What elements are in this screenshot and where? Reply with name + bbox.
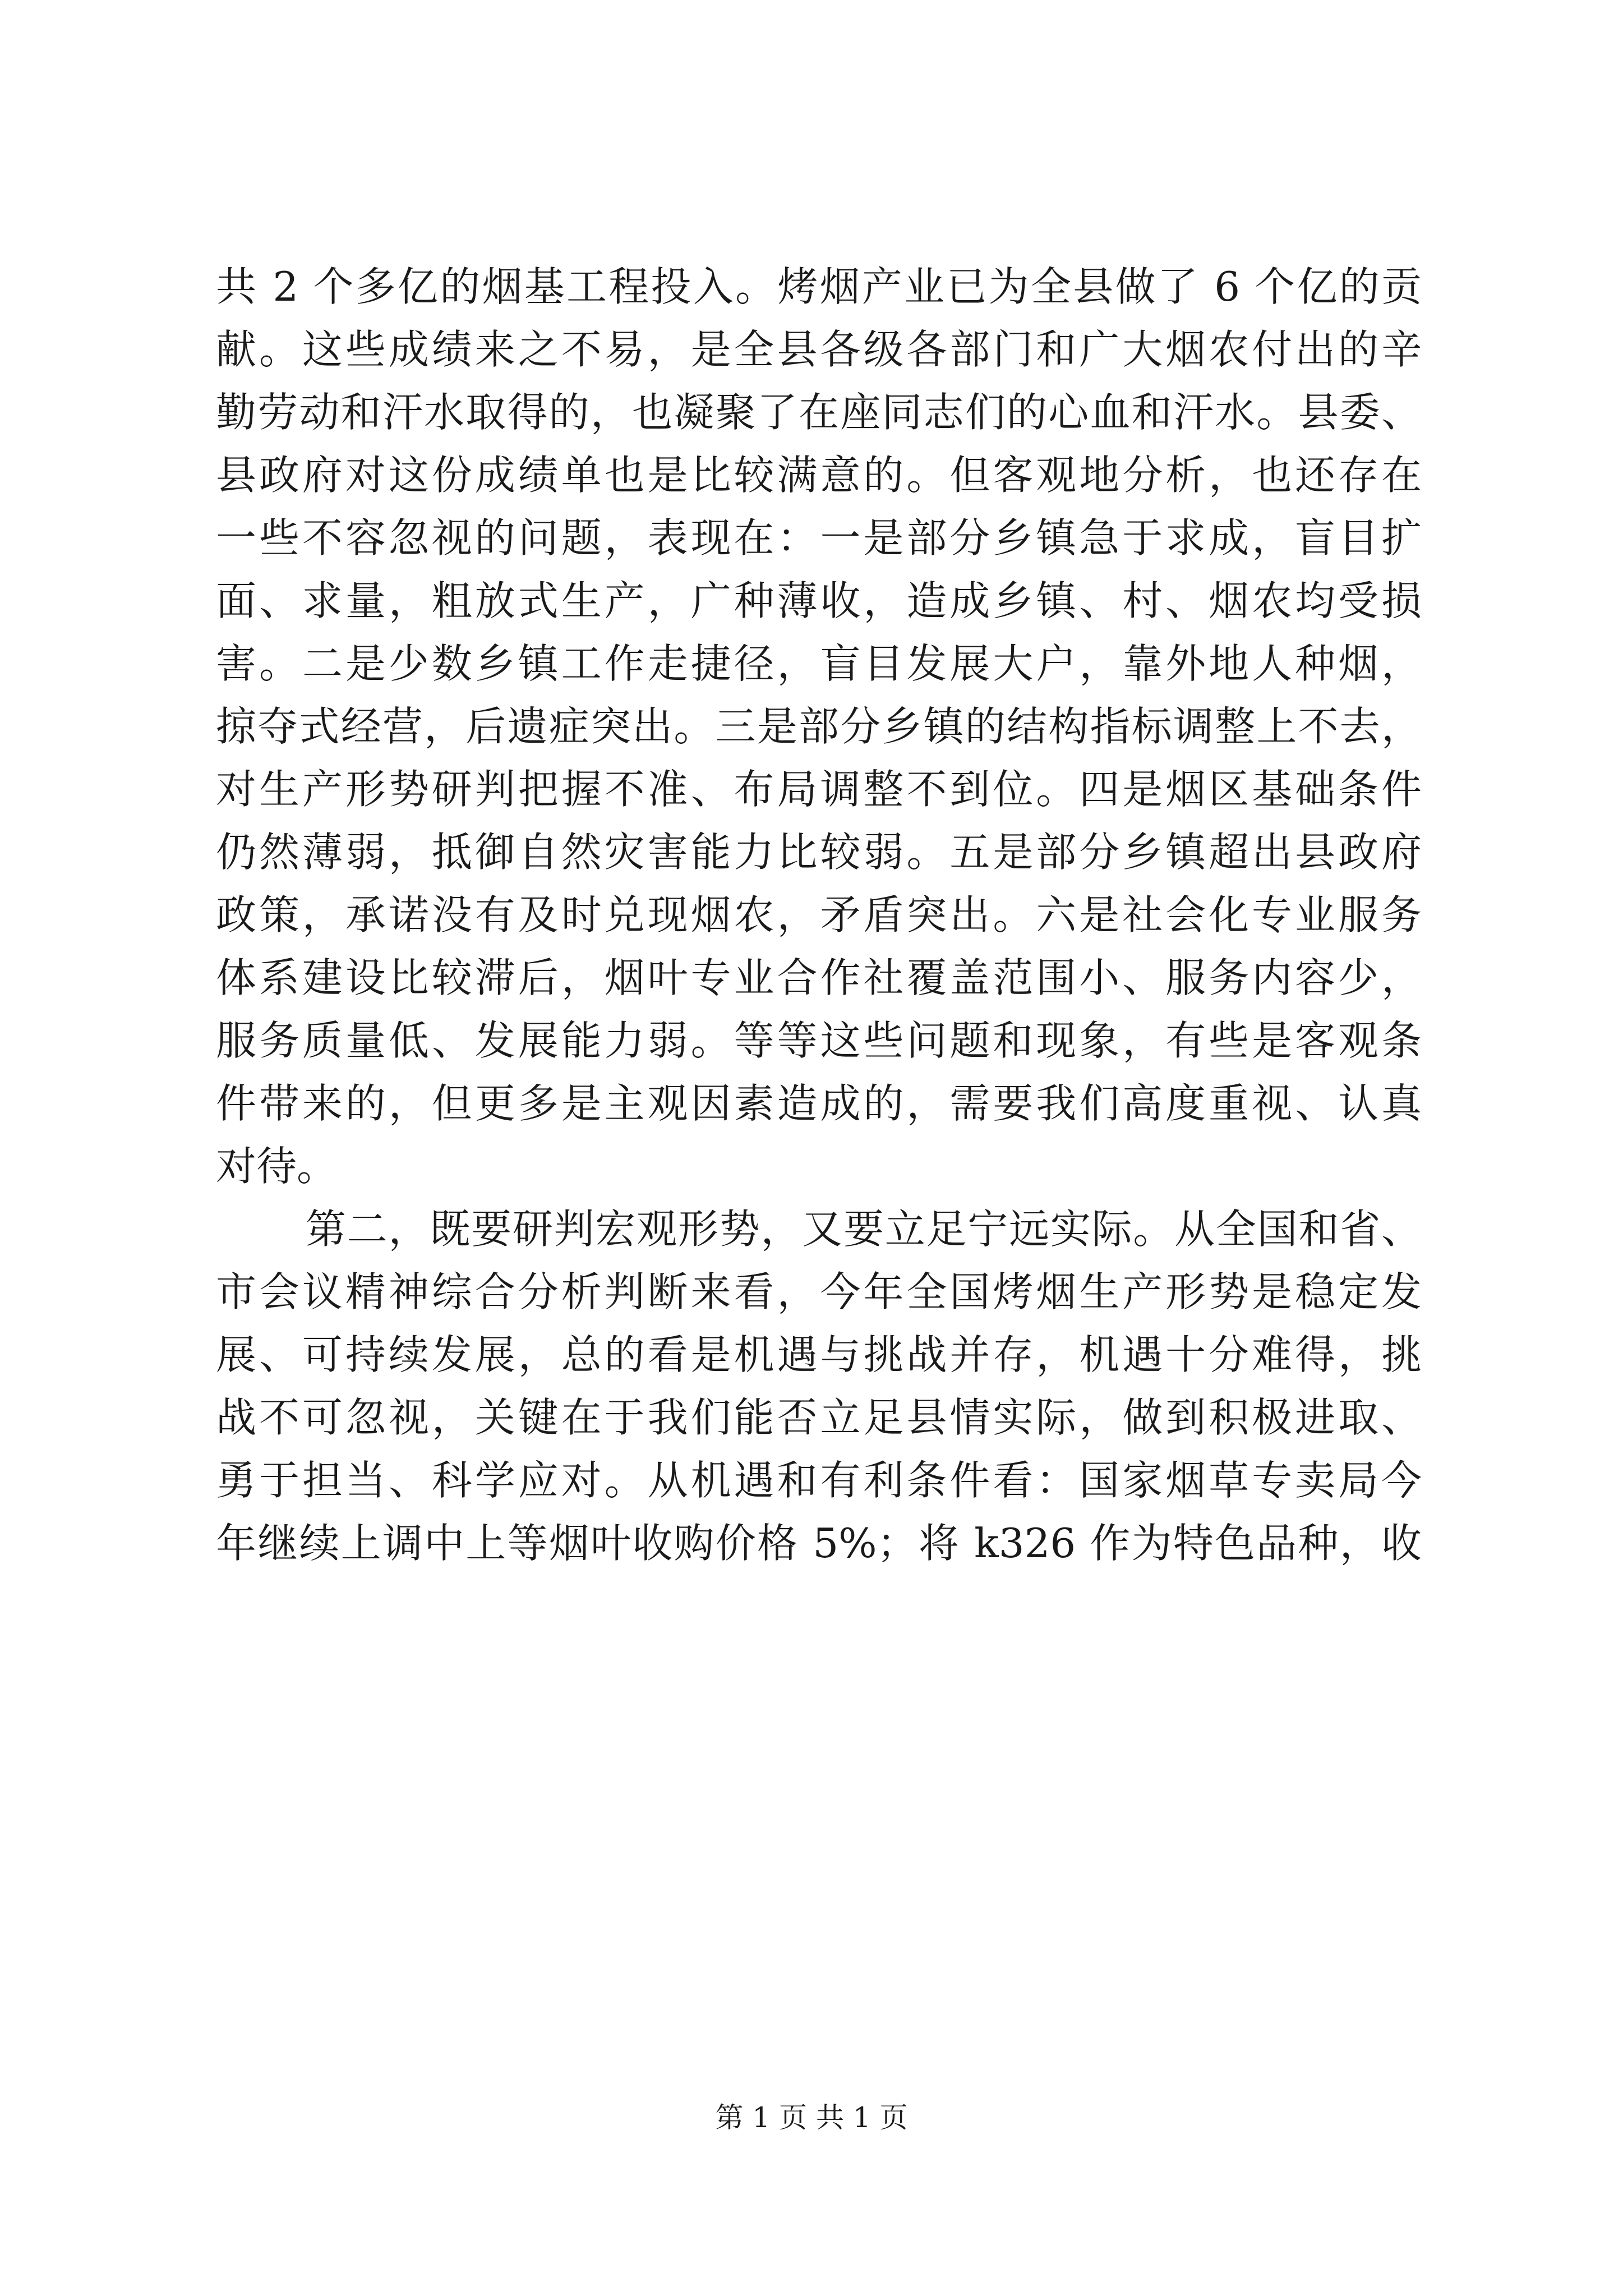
text-line: 服务质量低、发展能力弱。等等这些问题和现象，有些是客观条: [216, 1017, 1422, 1064]
text-line: 献。这些成绩来之不易，是全县各级各部门和广大烟农付出的辛: [216, 326, 1422, 373]
text-line: 展、可持续发展，总的看是机遇与挑战并存，机遇十分难得，挑: [216, 1331, 1422, 1378]
page-number-footer: 第 1 页 共 1 页: [715, 2101, 908, 2134]
text-line: 政策，承诺没有及时兑现烟农，矛盾突出。六是社会化专业服务: [216, 891, 1422, 938]
text-line: 共 2 个多亿的烟基工程投入。烤烟产业已为全县做了 6 个亿的贡: [216, 263, 1422, 310]
text-line: 面、求量，粗放式生产，广种薄收，造成乡镇、村、烟农均受损: [216, 577, 1422, 624]
text-line: 年继续上调中上等烟叶收购价格 5%；将 k326 作为特色品种，收: [216, 1520, 1422, 1567]
text-line: 掠夺式经营，后遗症突出。三是部分乡镇的结构指标调整上不去，: [216, 703, 1422, 750]
text-line: 县政府对这份成绩单也是比较满意的。但客观地分析，也还存在: [216, 452, 1422, 499]
text-line: 勤劳动和汗水取得的，也凝聚了在座同志们的心血和汗水。县委、: [216, 389, 1422, 436]
text-line: 市会议精神综合分析判断来看，今年全国烤烟生产形势是稳定发: [216, 1268, 1422, 1315]
text-line: 一些不容忽视的问题，表现在：一是部分乡镇急于求成，盲目扩: [216, 514, 1422, 562]
text-line: 战不可忽视，关键在于我们能否立足县情实际，做到积极进取、: [216, 1394, 1422, 1441]
text-line: 对生产形势研判把握不准、布局调整不到位。四是烟区基础条件: [216, 766, 1422, 813]
text-line: 仍然薄弱，抵御自然灾害能力比较弱。五是部分乡镇超出县政府: [216, 829, 1422, 876]
text-line: 第二，既要研判宏观形势，又要立足宁远实际。从全国和省、: [306, 1205, 1422, 1253]
text-line: 害。二是少数乡镇工作走捷径，盲目发展大户，靠外地人种烟，: [216, 640, 1422, 687]
text-line: 对待。: [216, 1143, 338, 1190]
text-line: 件带来的，但更多是主观因素造成的，需要我们高度重视、认真: [216, 1080, 1422, 1127]
text-line: 体系建设比较滞后，烟叶专业合作社覆盖范围小、服务内容少，: [216, 954, 1422, 1001]
text-line: 勇于担当、科学应对。从机遇和有利条件看：国家烟草专卖局今: [216, 1457, 1422, 1504]
